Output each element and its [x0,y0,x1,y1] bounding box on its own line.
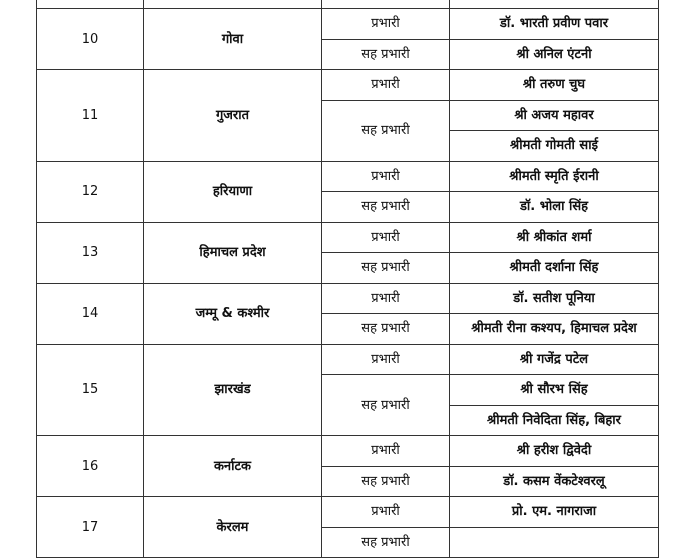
table-row [37,161,659,192]
role-co-incharge: सह प्रभारी [322,100,450,161]
person-name: श्री श्रीकांत शर्मा [450,222,659,253]
person-name: श्री हरीश द्विवेदी [450,436,659,467]
role-incharge: प्रभारी [322,436,450,467]
role-incharge: प्रभारी [322,9,450,40]
state-name: हिमाचल प्रदेश [144,222,322,283]
role-incharge: प्रभारी [322,344,450,375]
table-row [37,497,659,528]
serial-number: 11 [37,70,144,162]
role-co-incharge: सह प्रभारी [322,314,450,345]
state-name: कर्नाटक [144,436,322,497]
role-incharge: प्रभारी [322,283,450,314]
role-co-incharge: सह प्रभारी [322,375,450,436]
person-name: श्रीमती दर्शाना सिंह [450,253,659,284]
state-name: जम्मू & कश्मीर [144,283,322,344]
serial-number: 15 [37,344,144,436]
table-cell [144,0,322,9]
role-co-incharge: सह प्रभारी [322,192,450,223]
person-name: श्री अनिल एंटनी [450,39,659,70]
role-incharge: प्रभारी [322,161,450,192]
state-name: झारखंड [144,344,322,436]
table-cell [450,0,659,9]
person-name: श्री सौरभ सिंह [450,375,659,406]
role-co-incharge: सह प्रभारी [322,466,450,497]
state-name: हरियाणा [144,161,322,222]
role-co-incharge: सह प्रभारी [322,527,450,558]
serial-number: 13 [37,222,144,283]
role-incharge: प्रभारी [322,70,450,101]
person-name: डॉ. कसम वेंकटेश्वरलू [450,466,659,497]
table-row [37,9,659,40]
serial-number: 14 [37,283,144,344]
role-incharge: प्रभारी [322,497,450,528]
table-row [37,70,659,101]
person-name: श्रीमती निवेदिता सिंह, बिहार [450,405,659,436]
serial-number: 12 [37,161,144,222]
role-co-incharge: सह प्रभारी [322,39,450,70]
table-cell [37,0,144,9]
table-row [37,0,659,9]
person-name: श्री तरुण चुघ [450,70,659,101]
person-name: डॉ. भोला सिंह [450,192,659,223]
table-row [37,222,659,253]
table-cell [322,0,450,9]
incharge-table-body [37,0,659,558]
state-name: गुजरात [144,70,322,162]
serial-number: 17 [37,497,144,558]
table-row [37,344,659,375]
serial-number: 16 [37,436,144,497]
incharge-table [36,0,659,558]
person-name: श्रीमती रीना कश्यप, हिमाचल प्रदेश [450,314,659,345]
person-name: श्रीमती गोमती साई [450,131,659,162]
person-name: श्री अजय महावर [450,100,659,131]
person-name: श्री गजेंद्र पटेल [450,344,659,375]
state-name: केरलम [144,497,322,558]
person-name: श्रीमती स्मृति ईरानी [450,161,659,192]
table-row [37,283,659,314]
person-name: डॉ. भारती प्रवीण पवार [450,9,659,40]
table-row [37,436,659,467]
person-name: डॉ. सतीश पूनिया [450,283,659,314]
serial-number: 10 [37,9,144,70]
role-co-incharge: सह प्रभारी [322,253,450,284]
role-incharge: प्रभारी [322,222,450,253]
person-name: प्रो. एम. नागराजा [450,497,659,528]
state-name: गोवा [144,9,322,70]
